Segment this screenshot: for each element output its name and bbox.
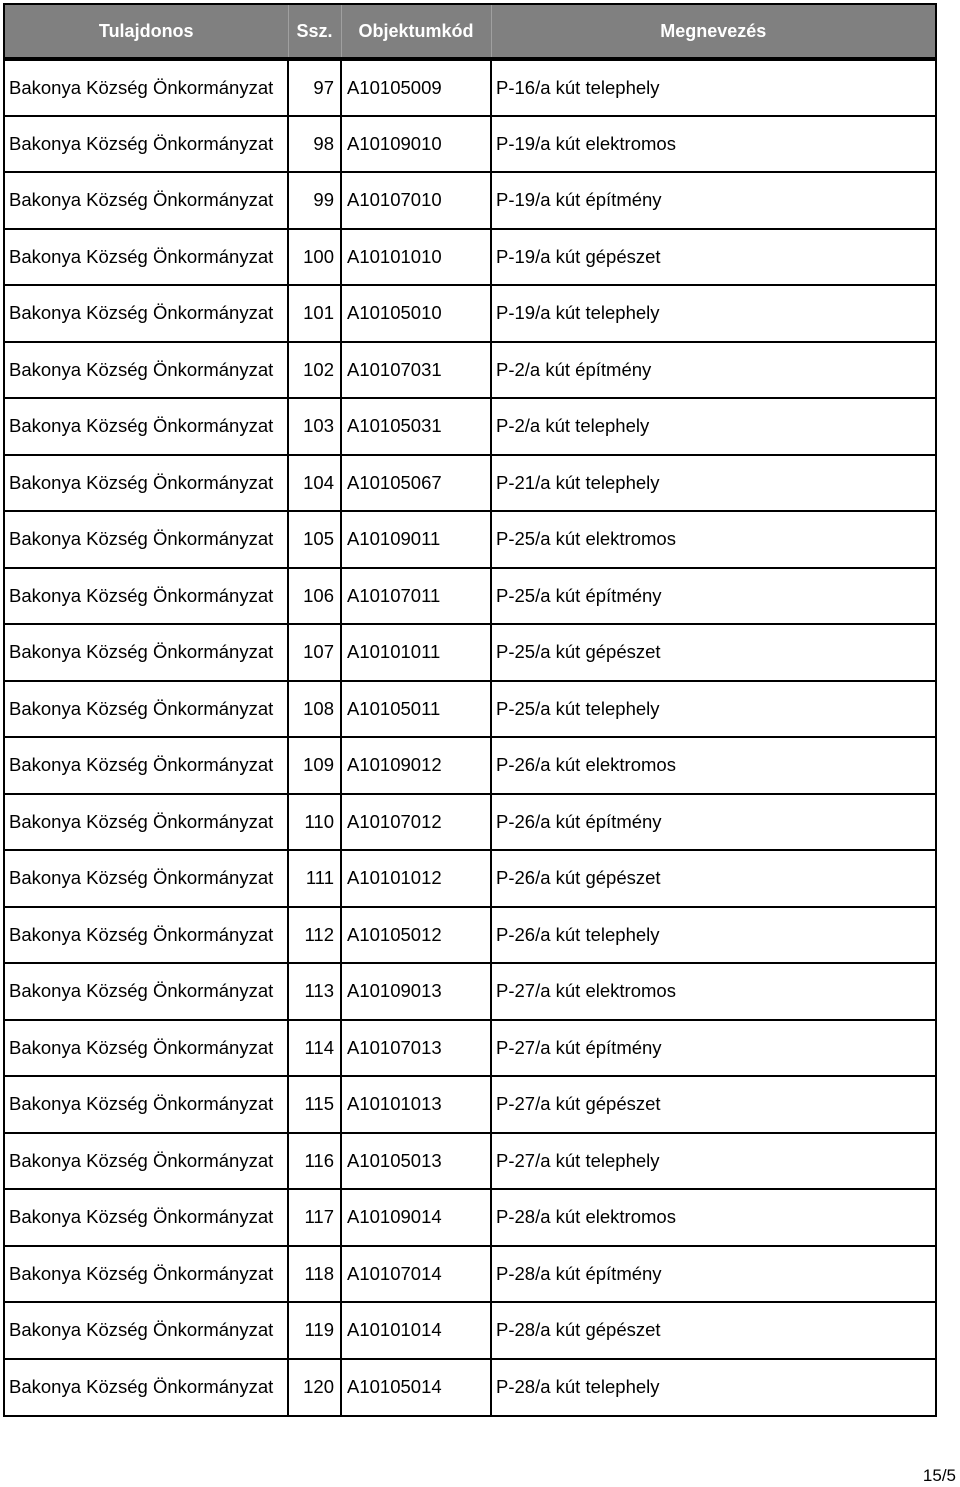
cell-owner: Bakonya Község Önkormányzat xyxy=(5,568,288,625)
table-row xyxy=(5,624,935,681)
cell-serial-number: 113 xyxy=(288,963,341,1020)
cell-serial-number: 98 xyxy=(288,116,341,173)
cell-owner: Bakonya Község Önkormányzat xyxy=(5,398,288,455)
cell-serial-number: 104 xyxy=(288,455,341,512)
cell-serial-number: 106 xyxy=(288,568,341,625)
cell-owner: Bakonya Község Önkormányzat xyxy=(5,229,288,286)
cell-serial-number: 103 xyxy=(288,398,341,455)
header-owner: Tulajdonos xyxy=(5,5,288,59)
table-row xyxy=(5,511,935,568)
table-row xyxy=(5,285,935,342)
cell-designation: P-19/a kút telephely xyxy=(491,285,935,342)
table-row xyxy=(5,59,935,116)
cell-object-code: A10107013 xyxy=(341,1020,491,1077)
cell-serial-number: 102 xyxy=(288,342,341,399)
cell-object-code: A10109014 xyxy=(341,1189,491,1246)
table-row xyxy=(5,907,935,964)
cell-serial-number: 107 xyxy=(288,624,341,681)
cell-object-code: A10109010 xyxy=(341,116,491,173)
cell-owner: Bakonya Község Önkormányzat xyxy=(5,963,288,1020)
table-row xyxy=(5,116,935,173)
cell-serial-number: 120 xyxy=(288,1359,341,1416)
cell-designation: P-26/a kút telephely xyxy=(491,907,935,964)
cell-designation: P-21/a kút telephely xyxy=(491,455,935,512)
table-row xyxy=(5,342,935,399)
page-number: 15/5 xyxy=(922,1466,956,1485)
cell-owner: Bakonya Község Önkormányzat xyxy=(5,850,288,907)
cell-object-code: A10105012 xyxy=(341,907,491,964)
cell-owner: Bakonya Község Önkormányzat xyxy=(5,455,288,512)
cell-serial-number: 101 xyxy=(288,285,341,342)
cell-designation: P-26/a kút építmény xyxy=(491,794,935,851)
cell-owner: Bakonya Község Önkormányzat xyxy=(5,285,288,342)
table-row xyxy=(5,455,935,512)
cell-owner: Bakonya Község Önkormányzat xyxy=(5,511,288,568)
cell-owner: Bakonya Község Önkormányzat xyxy=(5,1359,288,1416)
asset-table xyxy=(5,5,935,1415)
cell-object-code: A10109013 xyxy=(341,963,491,1020)
cell-owner: Bakonya Község Önkormányzat xyxy=(5,1133,288,1190)
header-object-code: Objektumkód xyxy=(341,5,491,59)
table-header-row xyxy=(5,5,935,59)
cell-designation: P-26/a kút elektromos xyxy=(491,737,935,794)
cell-object-code: A10109011 xyxy=(341,511,491,568)
cell-object-code: A10105010 xyxy=(341,285,491,342)
cell-owner: Bakonya Község Önkormányzat xyxy=(5,1076,288,1133)
cell-owner: Bakonya Község Önkormányzat xyxy=(5,681,288,738)
table-row xyxy=(5,229,935,286)
table-row xyxy=(5,1133,935,1190)
table-body xyxy=(5,59,935,1415)
asset-table-sheet xyxy=(3,3,937,1417)
cell-designation: P-27/a kút gépészet xyxy=(491,1076,935,1133)
table-row xyxy=(5,681,935,738)
cell-owner: Bakonya Község Önkormányzat xyxy=(5,1189,288,1246)
cell-object-code: A10101011 xyxy=(341,624,491,681)
table-row xyxy=(5,568,935,625)
table-row xyxy=(5,737,935,794)
cell-owner: Bakonya Község Önkormányzat xyxy=(5,172,288,229)
cell-object-code: A10107011 xyxy=(341,568,491,625)
cell-object-code: A10101013 xyxy=(341,1076,491,1133)
cell-designation: P-16/a kút telephely xyxy=(491,59,935,116)
cell-serial-number: 108 xyxy=(288,681,341,738)
cell-serial-number: 119 xyxy=(288,1302,341,1359)
cell-owner: Bakonya Község Önkormányzat xyxy=(5,737,288,794)
cell-object-code: A10105011 xyxy=(341,681,491,738)
cell-object-code: A10107031 xyxy=(341,342,491,399)
cell-designation: P-19/a kút elektromos xyxy=(491,116,935,173)
cell-object-code: A10105014 xyxy=(341,1359,491,1416)
cell-serial-number: 118 xyxy=(288,1246,341,1303)
cell-object-code: A10105013 xyxy=(341,1133,491,1190)
cell-owner: Bakonya Község Önkormányzat xyxy=(5,1020,288,1077)
cell-serial-number: 99 xyxy=(288,172,341,229)
cell-owner: Bakonya Község Önkormányzat xyxy=(5,342,288,399)
cell-designation: P-25/a kút gépészet xyxy=(491,624,935,681)
cell-designation: P-28/a kút elektromos xyxy=(491,1189,935,1246)
cell-serial-number: 112 xyxy=(288,907,341,964)
cell-serial-number: 109 xyxy=(288,737,341,794)
cell-object-code: A10105067 xyxy=(341,455,491,512)
table-row xyxy=(5,172,935,229)
cell-designation: P-27/a kút telephely xyxy=(491,1133,935,1190)
cell-object-code: A10101012 xyxy=(341,850,491,907)
cell-serial-number: 110 xyxy=(288,794,341,851)
table-row xyxy=(5,1246,935,1303)
table-row xyxy=(5,794,935,851)
cell-designation: P-28/a kút építmény xyxy=(491,1246,935,1303)
cell-object-code: A10105031 xyxy=(341,398,491,455)
table-row xyxy=(5,963,935,1020)
cell-designation: P-25/a kút telephely xyxy=(491,681,935,738)
cell-designation: P-2/a kút építmény xyxy=(491,342,935,399)
cell-serial-number: 117 xyxy=(288,1189,341,1246)
cell-serial-number: 100 xyxy=(288,229,341,286)
cell-owner: Bakonya Község Önkormányzat xyxy=(5,907,288,964)
cell-owner: Bakonya Község Önkormányzat xyxy=(5,116,288,173)
table-row xyxy=(5,1189,935,1246)
cell-owner: Bakonya Község Önkormányzat xyxy=(5,59,288,116)
cell-object-code: A10107012 xyxy=(341,794,491,851)
cell-object-code: A10101010 xyxy=(341,229,491,286)
cell-designation: P-19/a kút építmény xyxy=(491,172,935,229)
cell-designation: P-26/a kút gépészet xyxy=(491,850,935,907)
cell-object-code: A10109012 xyxy=(341,737,491,794)
header-serial-number: Ssz. xyxy=(288,5,341,59)
table-row xyxy=(5,1020,935,1077)
cell-owner: Bakonya Község Önkormányzat xyxy=(5,624,288,681)
cell-owner: Bakonya Község Önkormányzat xyxy=(5,1246,288,1303)
cell-owner: Bakonya Község Önkormányzat xyxy=(5,1302,288,1359)
cell-object-code: A10105009 xyxy=(341,59,491,116)
cell-serial-number: 97 xyxy=(288,59,341,116)
cell-designation: P-25/a kút elektromos xyxy=(491,511,935,568)
cell-object-code: A10101014 xyxy=(341,1302,491,1359)
table-row xyxy=(5,1359,935,1416)
table-row xyxy=(5,398,935,455)
cell-designation: P-28/a kút telephely xyxy=(496,1376,660,1398)
cell-serial-number: 115 xyxy=(288,1076,341,1133)
cell-serial-number: 105 xyxy=(288,511,341,568)
cell-serial-number: 111 xyxy=(288,850,341,907)
table-row xyxy=(5,850,935,907)
table-row xyxy=(5,1302,935,1359)
cell-designation: P-27/a kút elektromos xyxy=(491,963,935,1020)
cell-designation: P-28/a kút gépészet xyxy=(491,1302,935,1359)
header-designation: Megnevezés xyxy=(491,5,935,59)
table-row xyxy=(5,1076,935,1133)
cell-object-code: A10107014 xyxy=(341,1246,491,1303)
cell-serial-number: 116 xyxy=(288,1133,341,1190)
cell-designation: P-25/a kút építmény xyxy=(491,568,935,625)
cell-designation: P-2/a kút telephely xyxy=(491,398,935,455)
cell-serial-number: 114 xyxy=(288,1020,341,1077)
cell-designation: P-27/a kút építmény xyxy=(491,1020,935,1077)
cell-designation: P-19/a kút gépészet xyxy=(491,229,935,286)
cell-owner: Bakonya Község Önkormányzat xyxy=(5,794,288,851)
cell-object-code: A10107010 xyxy=(341,172,491,229)
